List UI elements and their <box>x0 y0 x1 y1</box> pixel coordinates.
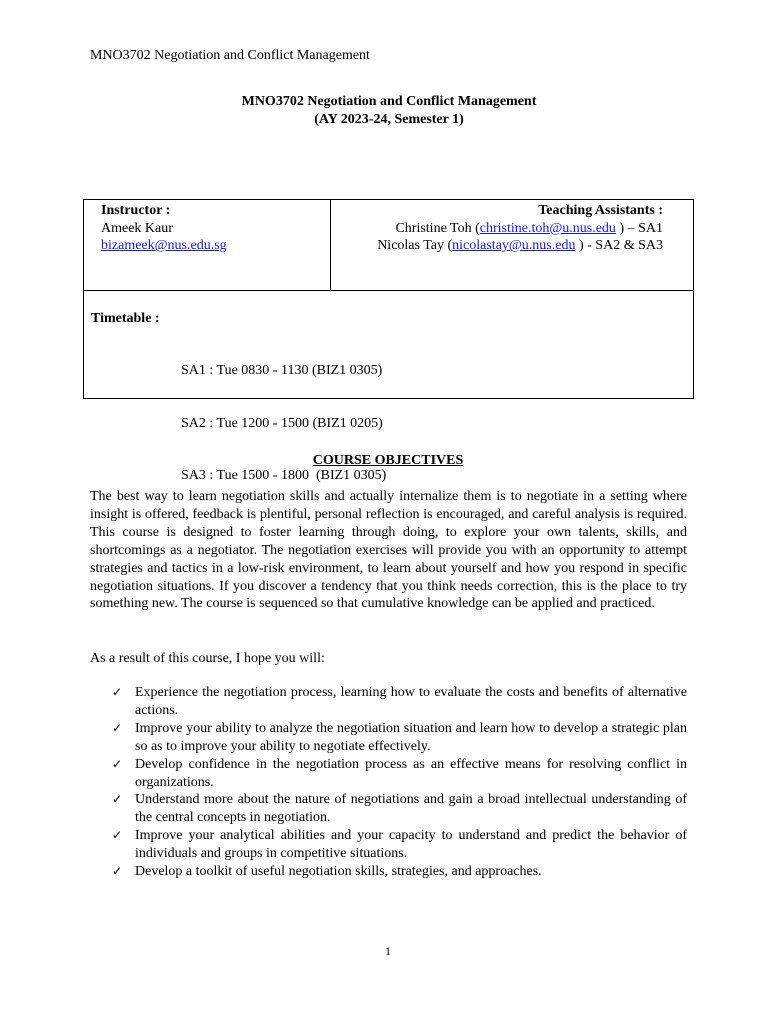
page-number: 1 <box>385 944 391 958</box>
timetable-line-sa2: SA2 : Tue 1200 - 1500 (BIZ1 0205) <box>181 415 383 431</box>
list-item <box>112 684 687 720</box>
objective-text: Understand more about the nature of negotiations and gain a broad intellectual understanding of the central concepts in negotiation. <box>135 792 687 826</box>
checkmark-icon: ✓ <box>112 685 123 699</box>
running-header: MNO3702 Negotiation and Conflict Management <box>90 48 370 63</box>
document-title <box>0 93 768 129</box>
ta-2-email-link[interactable]: nicolastay@u.nus.edu <box>452 238 576 253</box>
timetable-line-sa1: SA1 : Tue 0830 - 1130 (BIZ1 0305) <box>181 363 383 378</box>
objective-text: Improve your ability to analyze the negotiation situation and learn how to develop a strategic plan so as to improve your ability to negotiate effectively. <box>135 720 687 754</box>
checkmark-icon: ✓ <box>112 828 123 843</box>
objectives-intro: As a result of this course, I hope you will: <box>90 651 325 666</box>
list-item <box>112 827 687 863</box>
ta-2-name: Nicolas Tay ( <box>377 238 453 253</box>
checkmark-icon: ✓ <box>112 720 123 735</box>
checkmark-icon: ✓ <box>112 864 123 879</box>
instructor-label: Instructor : <box>101 203 171 218</box>
ta-line-2 <box>331 237 663 255</box>
ta-1-name: Christine Toh ( <box>395 220 480 236</box>
ta-2-suffix: ) - SA2 & SA3 <box>575 238 663 253</box>
timetable-line-sa3: SA3 : Tue 1500 - 1800 (BIZ1 0305) <box>181 468 387 483</box>
objective-text: Develop a toolkit of useful negotiation skills, strategies, and approaches. <box>135 864 542 880</box>
instructor-email-link[interactable]: bizameek@nus.edu.sg <box>101 238 227 253</box>
objectives-list <box>112 684 687 881</box>
course-objectives-paragraph: The best way to learn negotiation skills and actually internalize them is to negotiate in a setting where insight is offered, feedback is plentiful, personal reflection is encouraged, and careful analysis is required. This course is designed to foster learning through doing, to explore your own talents, skills, and shortcomings as a negotiator. The negotiation exercises will provide you with an opportunity to attempt strategies and tactics in a low-risk environment, to learn about yourself and how you respond in specific negotiation situations. If you discover a tendency that you think needs correction, this is the place to try something new. The course is sequenced so that cumulative knowledge can be applied and practiced. <box>90 489 687 612</box>
instructor-name: Ameek Kaur <box>101 220 173 236</box>
ta-label: Teaching Assistants : <box>538 203 663 218</box>
list-item <box>112 791 687 827</box>
ta-line-1 <box>331 220 663 238</box>
timetable-label: Timetable : <box>91 311 160 326</box>
ta-cell <box>331 200 693 292</box>
checkmark-icon: ✓ <box>112 756 123 771</box>
ta-1-email-link[interactable]: christine.toh@u.nus.edu <box>479 220 616 236</box>
objective-text: Improve your analytical abilities and your capacity to understand and predict the behavior of individuals and groups in competitive situations. <box>135 828 687 862</box>
objective-text: Experience the negotiation process, learning how to evaluate the costs and benefits of alternative actions. <box>135 685 687 718</box>
staff-row <box>84 200 693 291</box>
list-item <box>112 863 687 881</box>
list-item <box>112 756 687 792</box>
title-line-1: MNO3702 Negotiation and Conflict Management <box>241 94 537 109</box>
objective-text: Develop confidence in the negotiation process as an effective means for resolving conflict in organizations. <box>135 756 687 790</box>
course-objectives-heading: COURSE OBJECTIVES <box>312 453 464 468</box>
instructor-cell <box>84 200 331 290</box>
checkmark-icon: ✓ <box>112 792 123 807</box>
ta-1-suffix: ) – SA1 <box>615 220 663 236</box>
title-line-2: (AY 2023-24, Semester 1) <box>314 112 464 127</box>
list-item <box>112 720 687 756</box>
